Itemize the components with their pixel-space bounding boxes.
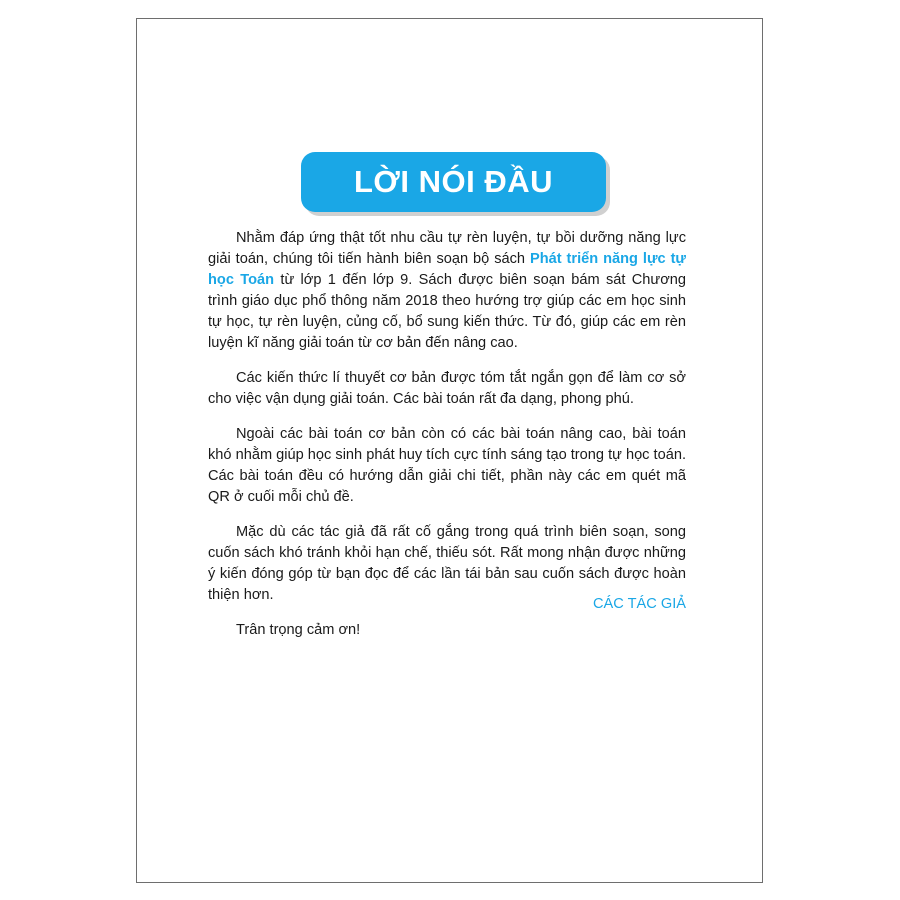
paragraph-1: [208, 228, 686, 354]
paragraph-1-start: Nhằm đáp ứng thật tốt nhu cầu tự rèn luyện, tự bồi dưỡng năng lực giải toán, chúng tôi tiến hành biên soạn bộ sách: [208, 230, 686, 267]
title-banner: [301, 152, 606, 212]
book-series-name: Phát triển năng lực tự học Toán: [208, 251, 686, 288]
closing-line: Trân trọng cảm ơn!: [236, 622, 361, 638]
paragraph-4: Mặc dù các tác giả đã rất cố gắng trong quá trình biên soạn, song cuốn sách khó tránh khỏi hạn chế, thiếu sót. Rất mong nhận được những ý kiến đóng góp từ bạn đọc để các lần tái bản sau cuốn sách được hoàn thiện hơn.: [208, 524, 686, 603]
paragraph-3: Ngoài các bài toán cơ bản còn có các bài toán nâng cao, bài toán khó nhằm giúp học sinh phát huy tích cực tính sáng tạo trong tự học toán. Các bài toán đều có hướng dẫn giải chi tiết, phần này các em quét mã QR ở cuối mỗi chủ đề.: [208, 426, 686, 505]
preface-body: [208, 228, 686, 655]
page-title: LỜI NÓI ĐẦU: [354, 164, 553, 199]
paragraph-2: Các kiến thức lí thuyết cơ bản được tóm tắt ngắn gọn để làm cơ sở cho việc vận dụng giải toán. Các bài toán rất đa dạng, phong phú.: [208, 370, 686, 407]
signature: CÁC TÁC GIẢ: [593, 596, 686, 612]
paragraph-1-end: từ lớp 1 đến lớp 9. Sách được biên soạn bám sát Chương trình giáo dục phổ thông năm 2018 theo hướng trợ giúp các em học sinh tự học, tự rèn luyện, củng cố, bổ sung kiến thức. Từ đó, giúp các em rèn luyện kĩ năng giải toán từ cơ bản đến nâng cao.: [208, 272, 686, 351]
